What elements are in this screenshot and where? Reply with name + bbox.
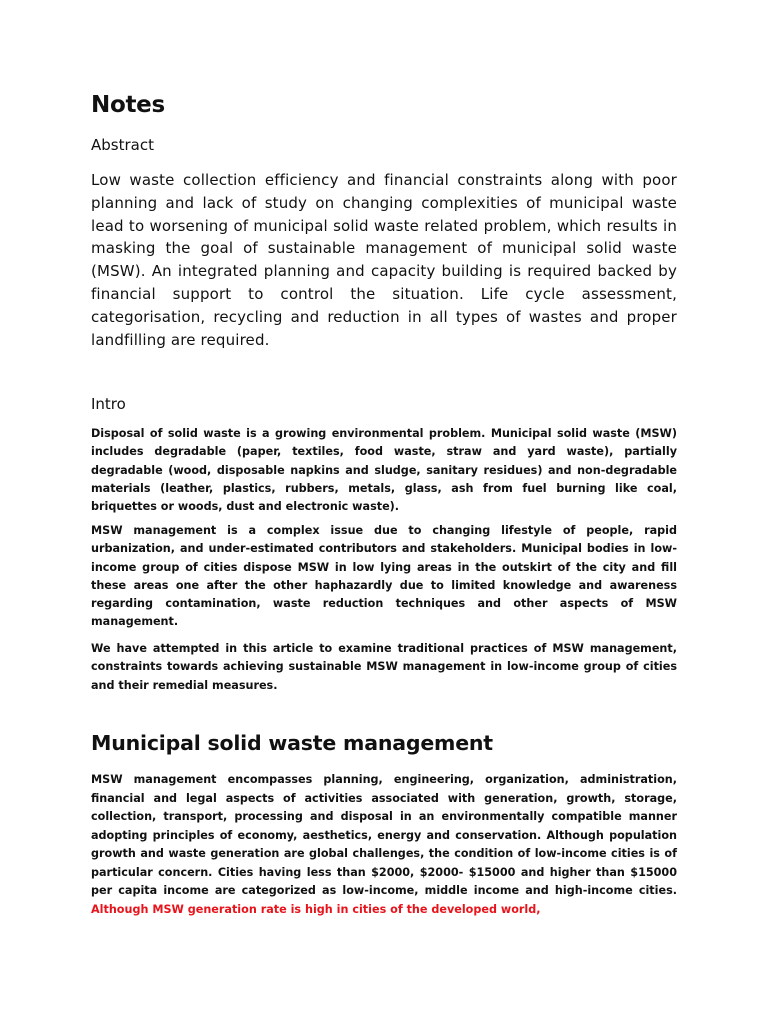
intro-paragraph: Disposal of solid waste is a growing environmental problem. Municipal solid waste (MSW) includes degradable (paper, textiles, food waste, straw and yard waste), partially degradable (wood, disposable napkins and sludge, sanitary residues) and non-degradable materials (leather, plastics, rubbers, metals, glass, ash from fuel burning like coal, briquettes or woods, dust and electronic waste). bbox=[91, 427, 677, 514]
highlighted-text: Although MSW generation rate is high in cities of the developed world, bbox=[91, 902, 541, 916]
intro-heading: Intro bbox=[91, 395, 126, 413]
abstract-text: Low waste collection efficiency and financial constraints along with poor planning and lack of study on changing complexities of municipal waste lead to worsening of municipal solid waste related problem, which results in masking the goal of sustainable management of municipal solid waste (MSW). An integrated planning and capacity building is required backed by financial support to control the situation. Life cycle assessment, categorisation, recycling and reduction in all types of wastes and proper landfilling are required. bbox=[91, 171, 677, 349]
intro-paragraph: MSW management is a complex issue due to changing lifestyle of people, rapid urbanization, and under-estimated contributors and stakeholders. Municipal bodies in low-income group of cities dispose MSW in low lying areas in the outskirt of the city and fill these areas one after the other haphazardly due to limited knowledge and awareness regarding contamination, waste reduction techniques and other aspects of MSW management. bbox=[91, 524, 677, 629]
abstract-heading: Abstract bbox=[91, 136, 154, 154]
msw-section-heading: Municipal solid waste management bbox=[91, 731, 493, 755]
msw-body-text: MSW management encompasses planning, engineering, organization, administration, financial and legal aspects of activities associated with generation, growth, storage, collection, transport, processing and disposal in an environmentally compatible manner adopting principles of economy, aesthetics, energy and conservation. Although population growth and waste generation are global challenges, the condition of low-income cities is of particular concern. Cities having less than $2000, $2000- $15000 and higher than $15000 per capita income are categorized as low-income, middle income and high-income cities. bbox=[91, 773, 677, 897]
notes-title: Notes bbox=[91, 92, 165, 118]
msw-section-body bbox=[91, 771, 677, 919]
intro-paragraph: We have attempted in this article to examine traditional practices of MSW management, constraints towards achieving sustainable MSW management in low-income group of cities and their remedial measures. bbox=[91, 642, 677, 692]
